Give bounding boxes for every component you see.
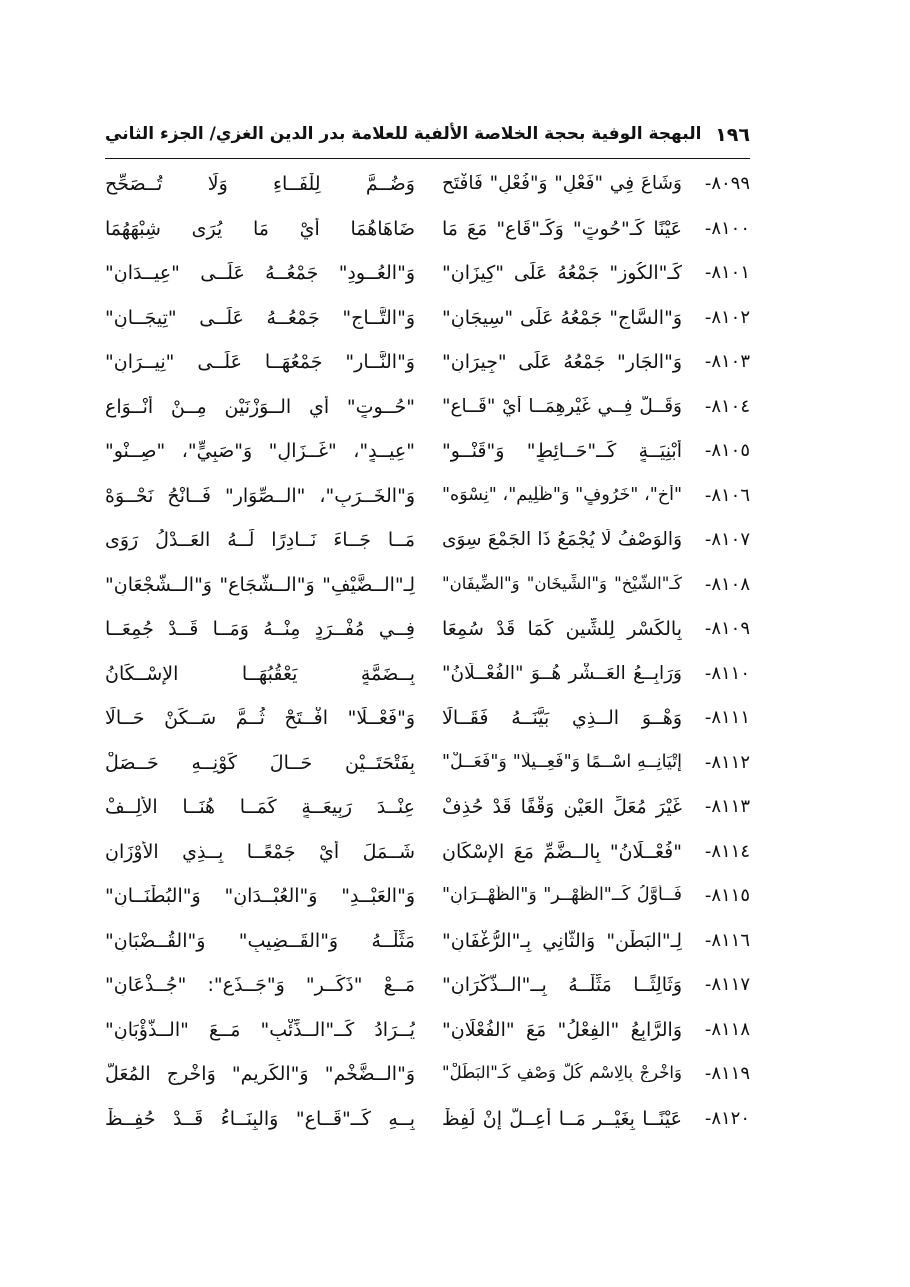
verse-number: ٨١١٤- xyxy=(704,840,750,862)
page-header xyxy=(105,122,750,156)
second-hemistich: وَ"العَبْــدِ" وَ"العُبْــدَانِ" وَ"البُطْنَــانِ" xyxy=(105,885,415,907)
verse-number: ٨١٠٨- xyxy=(704,573,750,595)
second-hemistich: مَــعْ "ذَكَــرٍ" وَ"جَــذَعٍ": "جُــذْعَانِ" xyxy=(105,974,415,996)
first-hemistich: "فُعْــلَانُ" بِالــضَّمِّ مَعَ الإِسْكَانِ xyxy=(442,840,682,863)
verse-row xyxy=(105,431,750,476)
first-hemistich: عَيْنًا كَـ"حُوتٍ" وَكَـ"قَاعٍ" مَعَ مَا xyxy=(442,217,682,240)
verse-row xyxy=(105,832,750,877)
first-hemistich: أَبْنِيَــةٍ كَــ"حَــائِطٍ" وَ"قَنْــوِ" xyxy=(442,440,682,462)
second-hemistich: "حُــوتٍ" أَيِ الــوَزْنَيْنِ مِــنْ أَنْــوَاعِ xyxy=(105,395,415,418)
second-hemistich: وَ"التَّــاجِ" جَمْعُــهُ عَلَــى "تِيجَــانِ" xyxy=(105,306,415,329)
verse-row xyxy=(105,965,750,1010)
verse-number: ٨١٠٢- xyxy=(704,306,750,328)
verse-row xyxy=(105,565,750,610)
verse-row xyxy=(105,1054,750,1099)
first-hemistich: وَالوَصْفُ لَا يُجْمَعُ ذَا الجَمْعَ سِوَى xyxy=(442,529,682,550)
first-hemistich: وَشَاعَ فِي "فَعْلٍ" وَ"فُعْلٍ" فَافْتَحِ xyxy=(442,173,682,194)
verse-row xyxy=(105,654,750,699)
second-hemistich: وَ"فَعْــلًا" افْــتَحْ ثُــمَّ سَــكِّنْ حَــالَا xyxy=(105,707,415,729)
second-hemistich: "عِيــدٍ"، "غَــزَالٍ" وَ"صَبِيٍّ"، "صِــنْوِ" xyxy=(105,440,415,462)
verse-number: ٨١١١- xyxy=(704,707,750,728)
first-hemistich: وَ"الجَارِ" جَمْعُهُ عَلَى "جِيرَانِ" xyxy=(442,351,682,373)
verse-number: ٨١١٠- xyxy=(704,662,750,684)
first-hemistich: كَـ"الكُوزِ" جَمْعُهُ عَلَى "كِيزَانِ" xyxy=(442,262,682,284)
first-hemistich: وَ"السَّاجِ" جَمْعُهُ عَلَى "سِيجَانِ" xyxy=(442,306,682,329)
verse-list xyxy=(105,164,750,1143)
verse-row xyxy=(105,164,750,209)
second-hemistich: ضَاهَاهُمَا أَيْ مَا يُرَى شِبْهَهُمَا xyxy=(105,217,415,240)
verse-number: ٨٠٩٩- xyxy=(704,173,750,194)
verse-number: ٨١٠٥- xyxy=(704,440,750,461)
verse-number: ٨١١٧- xyxy=(704,974,750,995)
header-divider xyxy=(105,158,750,159)
verse-number: ٨١١٥- xyxy=(704,885,750,906)
second-hemistich: وَ"العُــودِ" جَمْعُــهُ عَلَــى "عِيــدَانِ" xyxy=(105,262,415,284)
verse-row xyxy=(105,209,750,254)
verse-row xyxy=(105,342,750,387)
verse-row xyxy=(105,876,750,921)
verse-row xyxy=(105,743,750,788)
verse-number: ٨١٠٦- xyxy=(704,484,750,506)
page-number: ١٩٦ xyxy=(715,124,750,146)
second-hemistich: وَضُــمَّ لِلْفَــاءِ وَلَا تُــصَحِّحِ xyxy=(105,173,415,195)
first-hemistich: وَقَــلَّ فِــي غَيْرِهِمَــا أَيْ "قَــاعِ" xyxy=(442,395,682,417)
second-hemistich: لِـ"الــضَّيْفِ" وَ"الــشُّجَاعِ" وَ"الــشُّجْعَانِ" xyxy=(105,573,415,596)
verse-row xyxy=(105,253,750,298)
verse-number: ٨١٠٤- xyxy=(704,395,750,417)
verse-number: ٨١٠١- xyxy=(704,262,750,283)
verse-row xyxy=(105,520,750,565)
verse-row xyxy=(105,298,750,343)
verse-number: ٨١٠٠- xyxy=(704,217,750,239)
first-hemistich: "أَخٍ"، "خَرُوفٍ" وَ"ظَلِيمٍ"، "نِسْوَه" xyxy=(442,484,682,505)
first-hemistich: غَيْرَ مُعَلِّ العَيْنِ وَقْفًا قَدْ حُذِفْ xyxy=(442,796,682,818)
running-title: البهجة الوفية بحجة الخلاصة الألفية للعلامة بدر الدين الغزي/ الجزء الثاني xyxy=(105,124,702,144)
second-hemistich: وَ"النَّــارِ" جَمْعُهَــا عَلَــى "نِيــرَانِ" xyxy=(105,351,415,373)
verse-row xyxy=(105,698,750,743)
verse-number: ٨١٠٣- xyxy=(704,351,750,372)
verse-number: ٨١٠٧- xyxy=(704,529,750,550)
verse-number: ٨١١٣- xyxy=(704,796,750,817)
first-hemistich: عَيْنًــا بِغَيْــرِ مَــا أُعِــلَّ إِنْ لُفِظْ xyxy=(442,1107,682,1130)
first-hemistich: إِتْيَانِــهِ اسْــمًا وَ"فَعِــيلًا" وَ"فَعَــلْ" xyxy=(442,751,682,772)
verse-row xyxy=(105,1099,750,1144)
second-hemistich: يُــرَادُ كَــ"الــذِّئْبِ" مَــعَ "الــذُّؤْبَانِ" xyxy=(105,1018,415,1041)
verse-row xyxy=(105,921,750,966)
second-hemistich: وَ"الــضَّخْمِ" وَ"الكَرِيمِ" وَاخْرِجِ المُعَلّ xyxy=(105,1063,415,1085)
second-hemistich: فِــي مُفْــرَدٍ مِنْــهُ وَمَــا قَــدْ جُمِعَــا xyxy=(105,618,415,640)
verse-row xyxy=(105,609,750,654)
first-hemistich: وَاخْرِجْ بِالِاسْمِ كُلَّ وَصْفٍ كَـ"البَطَلْ" xyxy=(442,1063,682,1082)
second-hemistich: بِــهِ كَــ"قَــاعٍ" وَالبِنَــاءُ قَــدْ حُفِــظْ xyxy=(105,1107,415,1130)
second-hemistich: عِنْــدَ رَبِيعَــةٍ كَمَــا هُنَــا الأَلِــفْ xyxy=(105,796,415,818)
verse-row xyxy=(105,787,750,832)
second-hemistich: وَ"الخَــرَبِ"، "الــصِّوَارِ" فَــانْحُ نَحْــوَهْ xyxy=(105,484,415,507)
verse-number: ٨١٠٩- xyxy=(704,618,750,639)
verse-row xyxy=(105,387,750,432)
first-hemistich: وَالرَّابِعُ "الفِعْلُ" مَعَ "الفُعْلَانِ" xyxy=(442,1018,682,1041)
verse-row xyxy=(105,476,750,521)
verse-row xyxy=(105,1010,750,1055)
first-hemistich: وَثَالِثًــا مَثِّلْــهُ بِــ"الــذُّكْرَانِ" xyxy=(442,974,682,996)
verse-number: ٨١١٩- xyxy=(704,1063,750,1084)
first-hemistich: لِـ"البَطْنِ" وَالثَّانِي بِـ"الرُّغْفَانِ" xyxy=(442,929,682,952)
second-hemistich: مَثِّلْــهُ وَ"القَــضِيبِ" وَ"القُــضْبَانِ" xyxy=(105,929,415,952)
first-hemistich: كَـ"الشَّيْخِ" وَ"الشِّيخَانِ" وَ"الضِّيفَانِ" xyxy=(442,573,682,593)
first-hemistich: وَهْــوَ الــذِي بَيَّنَــهُ فَقَــالَا xyxy=(442,707,682,729)
first-hemistich: وَرَابِــعُ العَــشْرِ هُــوَ "الفُعْــلَانُ" xyxy=(442,662,682,684)
second-hemistich: شَــمَلَ أَيْ جَمْعًــا بِــذِي الأَوْزَانِ xyxy=(105,840,415,863)
first-hemistich: بِالكَسْرِ لِلشِّينِ كَمَا قَدْ سُمِعَا xyxy=(442,618,682,640)
verse-number: ٨١١٦- xyxy=(704,929,750,951)
verse-number: ٨١٢٠- xyxy=(704,1107,750,1129)
second-hemistich: بِــضَمَّةٍ يَعْقُبُهَــا الإِسْــكَانُ xyxy=(105,662,415,685)
second-hemistich: مَــا جَــاءَ نَــادِرًا لَــهُ العَــدْلُ رَوَى xyxy=(105,529,415,551)
verse-number: ٨١١٢- xyxy=(704,751,750,773)
second-hemistich: بِفَتْحَتَــيْنِ حَــالَ كَوْنِــهِ حَــصَلْ xyxy=(105,751,415,774)
verse-number: ٨١١٨- xyxy=(704,1018,750,1040)
first-hemistich: فَــأَوَّلُ كَــ"الظَّهْــرِ" وَ"الظُّهْــرَانِ" xyxy=(442,885,682,905)
